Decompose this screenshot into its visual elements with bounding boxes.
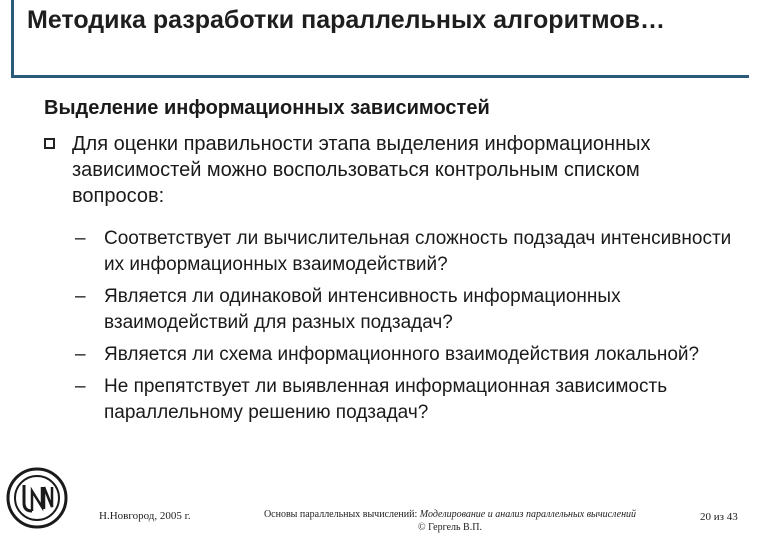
footer-course-title: Моделирование и анализ параллельных вычислений	[419, 509, 637, 520]
question-item	[75, 284, 735, 336]
dash-marker: –	[75, 228, 86, 249]
question-text: Является ли одинаковой интенсивность информационных взаимодействий для разных подзадач?	[104, 286, 621, 333]
footer-course-prefix: Основы параллельных вычислений:	[263, 509, 420, 520]
title-accent-bar	[11, 0, 14, 76]
dash-marker: –	[75, 376, 86, 397]
dash-marker: –	[75, 286, 86, 307]
footer-author: © Гергель В.П.	[418, 522, 482, 533]
question-item	[75, 226, 735, 278]
university-logo	[6, 467, 68, 529]
checkbox-bullet-icon	[44, 138, 55, 149]
dash-marker: –	[75, 344, 86, 365]
title-divider	[11, 75, 749, 78]
question-item	[75, 342, 735, 368]
footer-location: Н.Новгород, 2005 г.	[99, 510, 191, 522]
question-list	[75, 226, 735, 432]
section-heading: Выделение информационных зависимостей	[44, 97, 490, 119]
page-number: 20 из 43	[700, 511, 738, 523]
question-text: Соответствует ли вычислительная сложность подзадач интенсивности их информационных взаимодействий?	[104, 228, 732, 275]
question-item	[75, 374, 735, 426]
slide-title: Методика разработки параллельных алгоритмов…	[27, 6, 665, 34]
question-text: Не препятствует ли выявленная информационная зависимость параллельному решению подзадач?	[104, 376, 668, 423]
main-bullet-text: Для оценки правильности этапа выделения информационных зависимостей можно воспользоваться контрольным списком вопросов:	[72, 133, 651, 207]
question-text: Является ли схема информационного взаимодействия локальной?	[104, 344, 700, 365]
footer-course	[252, 508, 648, 534]
